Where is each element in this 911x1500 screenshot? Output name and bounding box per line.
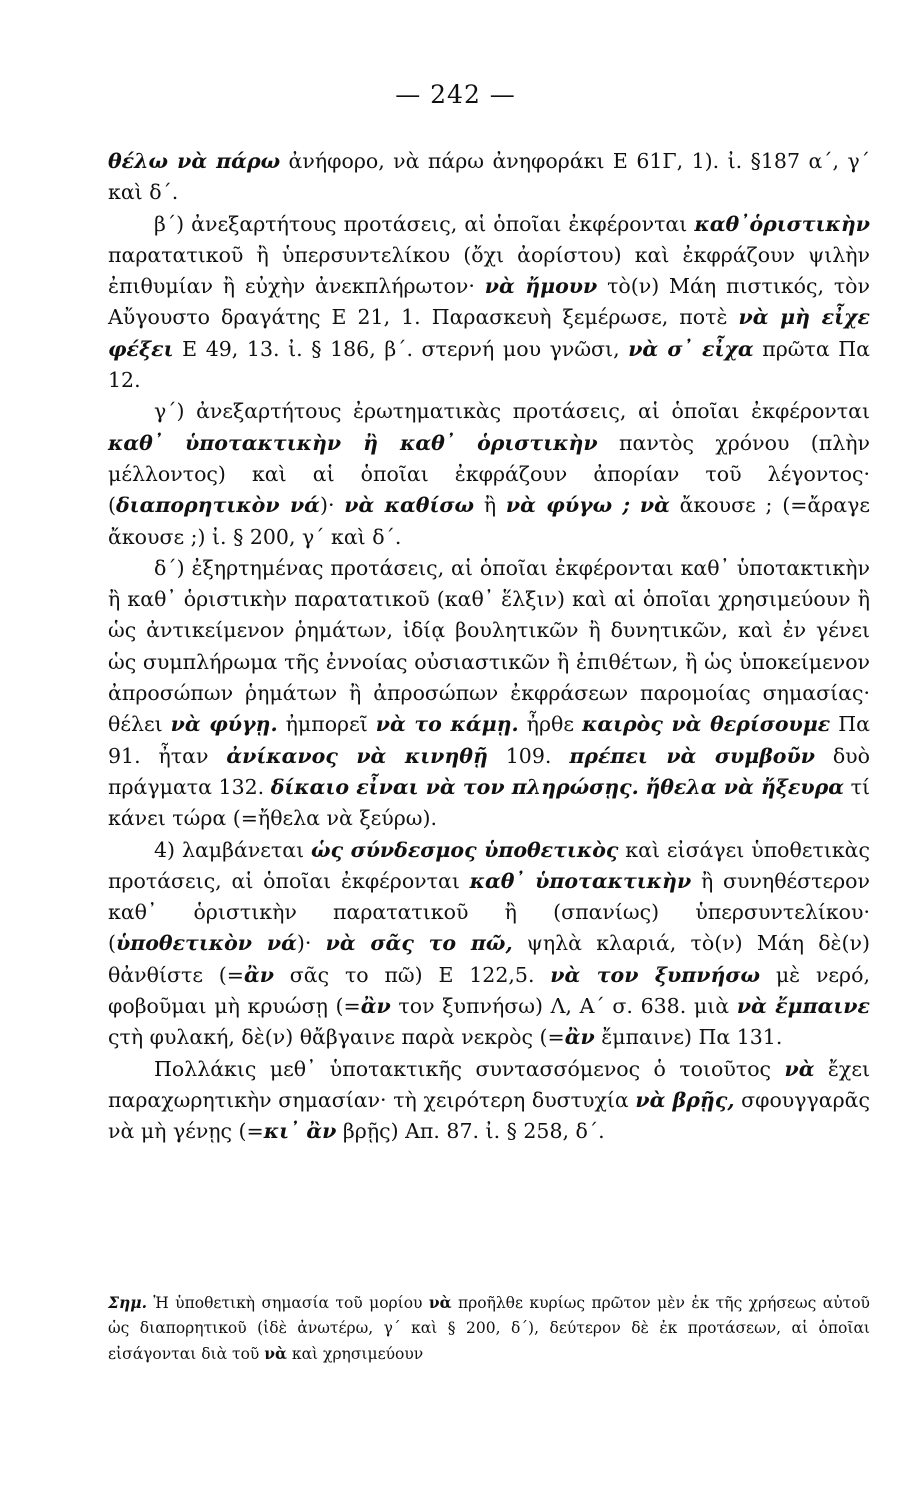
paragraph [108, 209, 870, 397]
text-run: παρατατικοῦ ἢ ὑπερσυντελίκου (ὄχι ἀορίστου) καὶ ἐκφράζουν ψιλὴν ἐπιθυμίαν ἢ εὐχὴν ἀνεκπλήρωτον· [108, 242, 870, 299]
note-text: Ἡ ὑποθετικὴ σημασία τοῦ μορίου [146, 1294, 429, 1312]
paragraph [108, 553, 870, 835]
page-number: — 242 — [395, 80, 516, 109]
emphasized-text: νὰ βρῇς, [635, 1087, 735, 1112]
emphasized-text: ἂν [564, 1025, 595, 1050]
paragraph [108, 396, 870, 552]
text-run: 109. [487, 743, 570, 768]
emphasized-text: νὰ ἔμπαινε [736, 994, 870, 1019]
text-run: ἢ συνηθέστερον καθ᾽ ὁριστικὴν παρατατικοῦ ἢ (σπανίως) ὑπερσυντελίκου· ( [108, 868, 870, 956]
emphasized-text: νὰ σ᾽ εἶχα [628, 336, 754, 361]
emphasized-text: ἤθελα νὰ ἤξευρα [645, 774, 845, 799]
emphasized-text: νὰ [784, 1056, 815, 1081]
text-run: τον ξυπνήσω) Λ, Α΄ σ. 638. μιὰ [390, 994, 737, 1019]
emphasized-text: καθ᾽ ὑποτακτικὴν ἢ καθ᾽ ὁριστικὴν [108, 430, 598, 455]
text-run: καὶ εἰσάγει ὑποθετικὰς προτάσεις, αἱ ὁποῖαι ἐκφέρονται [108, 837, 870, 893]
emphasized-text: ἀνίκανος νὰ κινηθῇ [226, 743, 488, 768]
text-run: ἀνήφορο, νὰ πάρω ἀνηφοράκι Ε 61Γ, 1). ἰ. §187 α΄, γ΄ καὶ δ΄. [108, 149, 870, 205]
note-emphasis: νὰ [428, 1293, 452, 1312]
text-run: γ΄) ἀνεξαρτήτους ἐρωτηματικὰς προτάσεις, αἱ ὁποῖαι ἐκφέρονται [154, 399, 870, 424]
text-run: ἦρθε [518, 712, 582, 737]
text-run: ψηλὰ κλαριά, τὸ(ν) Μάη δὲ(ν) θἀνθίστε (= [108, 931, 871, 987]
paragraph [108, 835, 870, 1054]
paragraph [108, 1054, 870, 1148]
text-run: μὲ νερό, φοβοῦμαι μὴ κρυώσῃ (= [108, 962, 870, 1019]
text-run: Ε 49, 13. ἰ. § 186, β΄. στερνή μου γνῶσι, [173, 336, 629, 361]
text-run: ἄκουσε ; (=ἄραγε ἄκουσε ;) ἰ. § 200, γ΄ καὶ δ΄. [108, 493, 870, 549]
note-text: προῆλθε κυρίως πρῶτον μὲν ἐκ τῆς χρήσεως αὐτοῦ ὡς διαπορητικοῦ (ἰδὲ ἀνωτέρω, γ΄ καὶ § 200, δ΄), δεύτερον δὲ ἐκ προτάσεων, αἱ ὁποῖαι εἰσάγονται διὰ τοῦ [108, 1294, 870, 1363]
text-run: βρῇς) Απ. 87. ἰ. § 258, δ΄. [336, 1119, 605, 1144]
note-emphasis: νὰ [264, 1344, 287, 1363]
text-run: σᾶς το πῶ) Ε 122,5. [273, 962, 551, 987]
text-run: ἠμπορεῖ [277, 712, 376, 737]
emphasized-text: νὰ φύγῃ. [170, 712, 278, 737]
emphasized-text: νὰ καθίσω [344, 493, 475, 518]
emphasized-text: διαπορητικὸν νά [116, 493, 320, 518]
emphasized-text: κι᾽ ἂν [263, 1119, 337, 1144]
text-run: 4) λαμβάνεται [154, 837, 312, 862]
emphasized-text: νὰ το κάμῃ. [375, 712, 519, 737]
note-label: Σημ. [108, 1293, 147, 1312]
emphasized-text: νὰ μὴ εἶχε φέξει [108, 305, 870, 361]
emphasized-text: δίκαιο εἶναι νὰ τον πληρώσῃς. [270, 774, 639, 799]
text-run: β΄) ἀνεξαρτήτους προτάσεις, αἱ ὁποῖαι ἐκφέρονται [154, 211, 695, 236]
text-run: τί κάνει τώρα (=ἤθελα νὰ ξεύρω). [108, 774, 870, 831]
emphasized-text: καθ᾽ὁριστικὴν [694, 211, 870, 236]
emphasized-text: νὰ σᾶς το πῶ, [325, 931, 513, 956]
emphasized-text: ἂν [243, 962, 274, 987]
text-run: ἔχει παραχωρητικὴν σημασίαν· τὴ χειρότερη δυστυχία [108, 1056, 870, 1112]
emphasized-text: καιρὸς νὰ θερίσουμε [581, 712, 831, 737]
text-run: παντὸς χρόνου (πλὴν μέλλοντος) καὶ αἱ ὁποῖαι ἐκφράζουν ἀπορίαν τοῦ λέγοντος· ( [108, 430, 870, 518]
text-run: τὸ(ν) Μάη πιστικός, τὸν Αὔγουστο δραγάτης Ε 21, 1. Παρασκευὴ ξεμέρωσε, ποτὲ [108, 274, 870, 330]
text-run: ςτὴ φυλακή, δὲ(ν) θἄβγαινε παρὰ νεκρὸς (= [108, 1025, 565, 1050]
text-run: Πα 91. ἦταν [108, 712, 870, 768]
main-text [108, 146, 870, 1148]
emphasized-text: πρέπει νὰ συμβοῦν [569, 743, 815, 768]
note-text: καὶ χρησιμεύουν [286, 1345, 424, 1363]
emphasized-text: νὰ ἤμουν [484, 274, 598, 299]
emphasized-text: ὡς σύνδεσμος ὑποθετικὸς [311, 837, 619, 862]
text-run: ἢ [474, 493, 506, 518]
emphasized-text: ὑποθετικὸν νά [116, 931, 297, 956]
text-run: ἔμπαινε) Πα 131. [594, 1025, 783, 1050]
emphasized-text: ἂν [360, 994, 391, 1019]
emphasized-text: νὰ [639, 493, 670, 518]
text-run: )· [296, 931, 326, 956]
text-run [630, 493, 640, 517]
text-run: σφουγγαρᾶς νὰ μὴ γένῃς (= [108, 1087, 870, 1144]
emphasized-text: νὰ φύγω ; [505, 493, 631, 518]
text-run: )· [319, 493, 345, 518]
emphasized-text: νὰ τον ξυπνήσω [550, 962, 760, 987]
text-run: Πολλάκις μεθ᾽ ὑποτακτικῆς συντασσόμενος ὁ τοιοῦτος [154, 1056, 785, 1081]
emphasized-text: θέλω νὰ πάρω [108, 149, 281, 173]
text-run: πρῶτα Πα 12. [108, 336, 870, 393]
emphasized-text: καθ᾽ ὑποτακτικὴν [469, 868, 692, 893]
paragraph [108, 146, 870, 209]
text-run: δυὸ πράγματα 132. [108, 743, 870, 799]
text-run: δ΄) ἐξηρτημένας προτάσεις, αἱ ὁποῖαι ἐκφέρονται καθ᾽ ὑποτακτικὴν ἢ καθ᾽ ὁριστικὴν παρατατικοῦ (καθ᾽ ἕλξιν) καὶ αἱ ὁποῖαι χρησιμεύουν ἢ ὡς ἀντικείμενον ῥημάτων, ἰδίᾳ βουλητικῶν ἢ δυνητικῶν, καὶ ἐν γένει ὡς συμπλήρωμα τῆς ἐννοίας οὐσιαστικῶν ἢ ἐπιθέτων, ἢ ὡς ὑποκείμενον ἀπροσώπων ῥημάτων ἢ ἀπροσώπων ἐκφράσεων παρομοίας σημασίας· θέλει [108, 555, 870, 737]
footnote [108, 1290, 870, 1367]
